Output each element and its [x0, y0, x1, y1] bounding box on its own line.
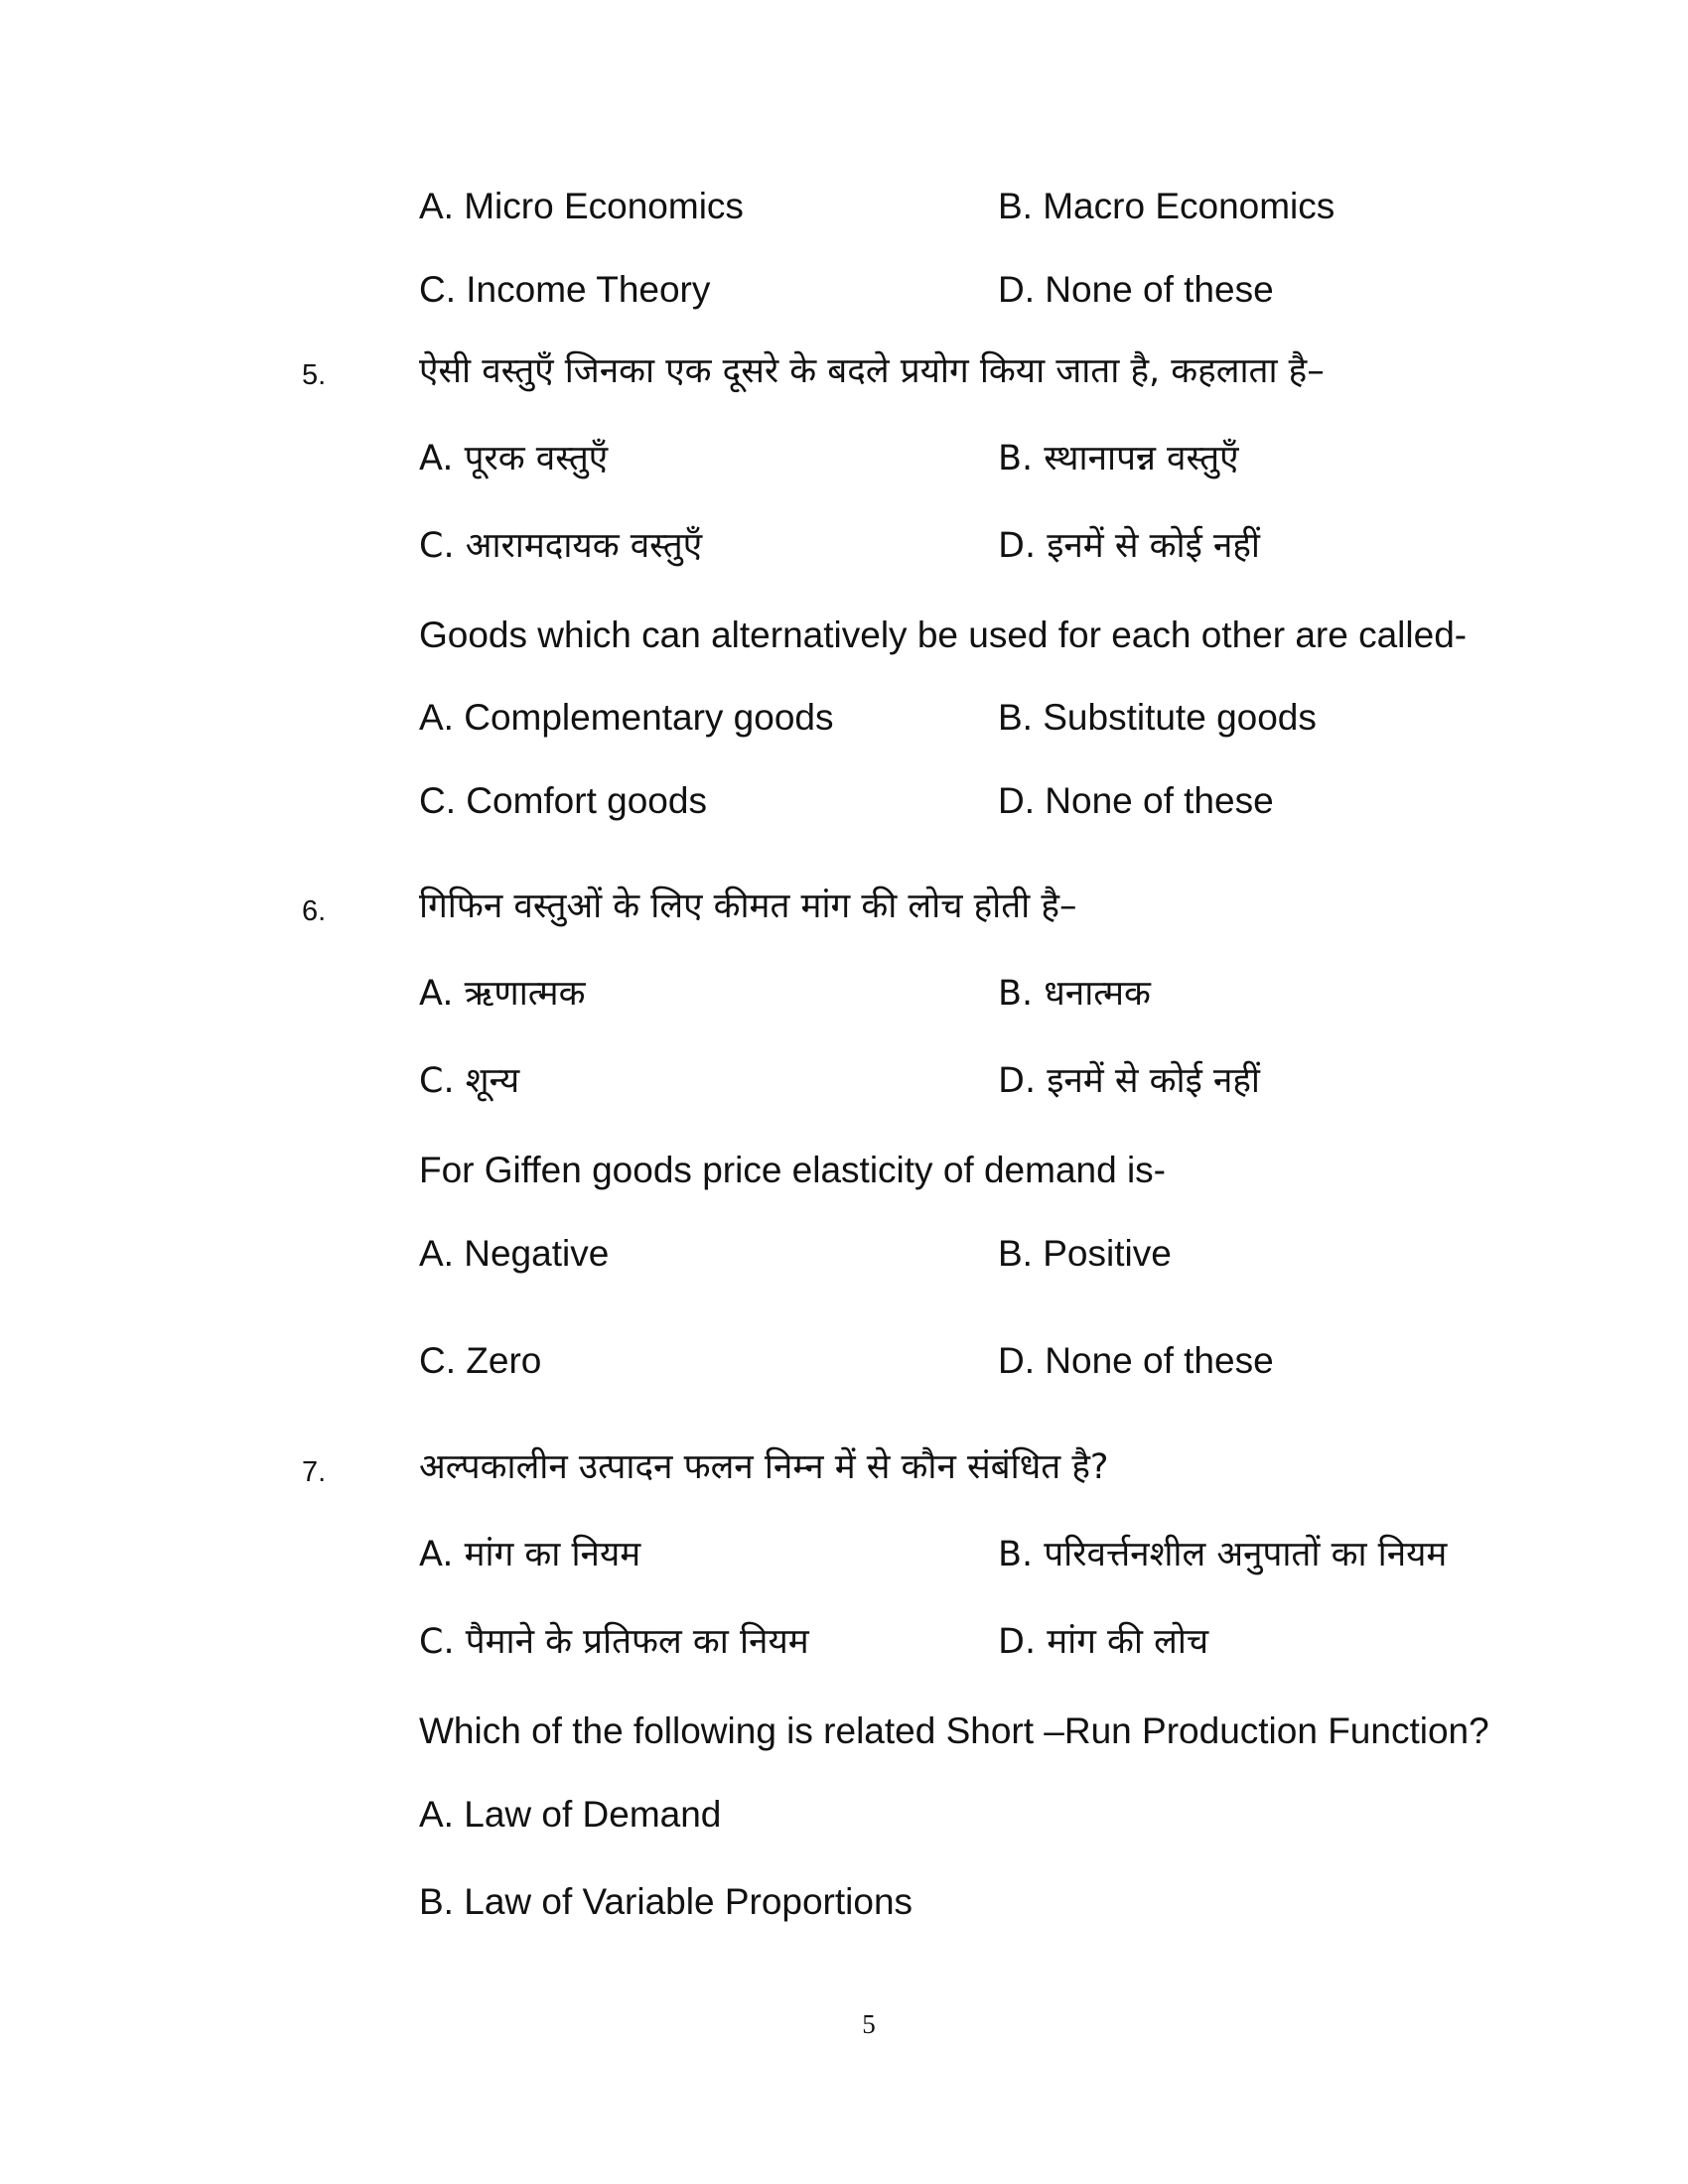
question-number: 7. [302, 1456, 327, 1488]
option-c-hindi: C. आरामदायक वस्तुएँ [419, 526, 703, 566]
option-c-hindi: C. शून्य [419, 1061, 520, 1101]
option-d-hindi: D. इनमें से कोई नहीं [998, 1061, 1260, 1101]
option-a: A. Law of Demand [419, 1794, 722, 1835]
question-number: 6. [302, 895, 327, 927]
option-d: D. None of these [998, 780, 1274, 821]
option-d-hindi: D. इनमें से कोई नहीं [998, 526, 1260, 566]
option-d-hindi: D. मांग की लोच [998, 1622, 1209, 1662]
option-c: C. Income Theory [419, 269, 711, 310]
option-b: B. Positive [998, 1233, 1172, 1274]
option-d: D. None of these [998, 269, 1274, 310]
page-number: 5 [862, 2009, 876, 2039]
option-c: C. Zero [419, 1340, 542, 1381]
option-b-hindi: B. धनात्मक [998, 974, 1151, 1014]
option-b: B. Substitute goods [998, 697, 1317, 738]
question-text-english: Goods which can alternatively be used for each other are called- [419, 614, 1468, 655]
question-text-hindi: ऐसी वस्तुएँ जिनका एक दूसरे के बदले प्रयोग किया जाता है, कहलाता है– [419, 351, 1325, 391]
option-a: A. Complementary goods [419, 697, 834, 738]
option-b: B. Macro Economics [998, 186, 1336, 226]
question-number: 5. [302, 359, 327, 391]
option-a-hindi: A. ऋणात्मक [419, 974, 586, 1014]
question-text-english: For Giffen goods price elasticity of demand is- [419, 1150, 1166, 1190]
option-d: D. None of these [998, 1340, 1274, 1381]
question-text-hindi: गिफिन वस्तुओं के लिए कीमत मांग की लोच होती है– [419, 887, 1077, 926]
question-text-hindi: अल्पकालीन उत्पादन फलन निम्न में से कौन संबंधित है? [419, 1447, 1109, 1487]
option-a-hindi: A. पूरक वस्तुएँ [419, 439, 609, 478]
option-b-hindi: B. परिवर्त्तनशील अनुपातों का नियम [998, 1535, 1448, 1574]
option-b: B. Law of Variable Proportions [419, 1881, 914, 1922]
option-b-hindi: B. स्थानापन्न वस्तुएँ [998, 439, 1239, 478]
option-c: C. Comfort goods [419, 780, 707, 821]
option-c-hindi: C. पैमाने के प्रतिफल का नियम [419, 1622, 809, 1662]
question-text-english: Which of the following is related Short –Run Production Function? [419, 1710, 1489, 1751]
option-a: A. Negative [419, 1233, 610, 1274]
option-a: A. Micro Economics [419, 186, 744, 226]
option-a-hindi: A. मांग का नियम [419, 1535, 641, 1574]
